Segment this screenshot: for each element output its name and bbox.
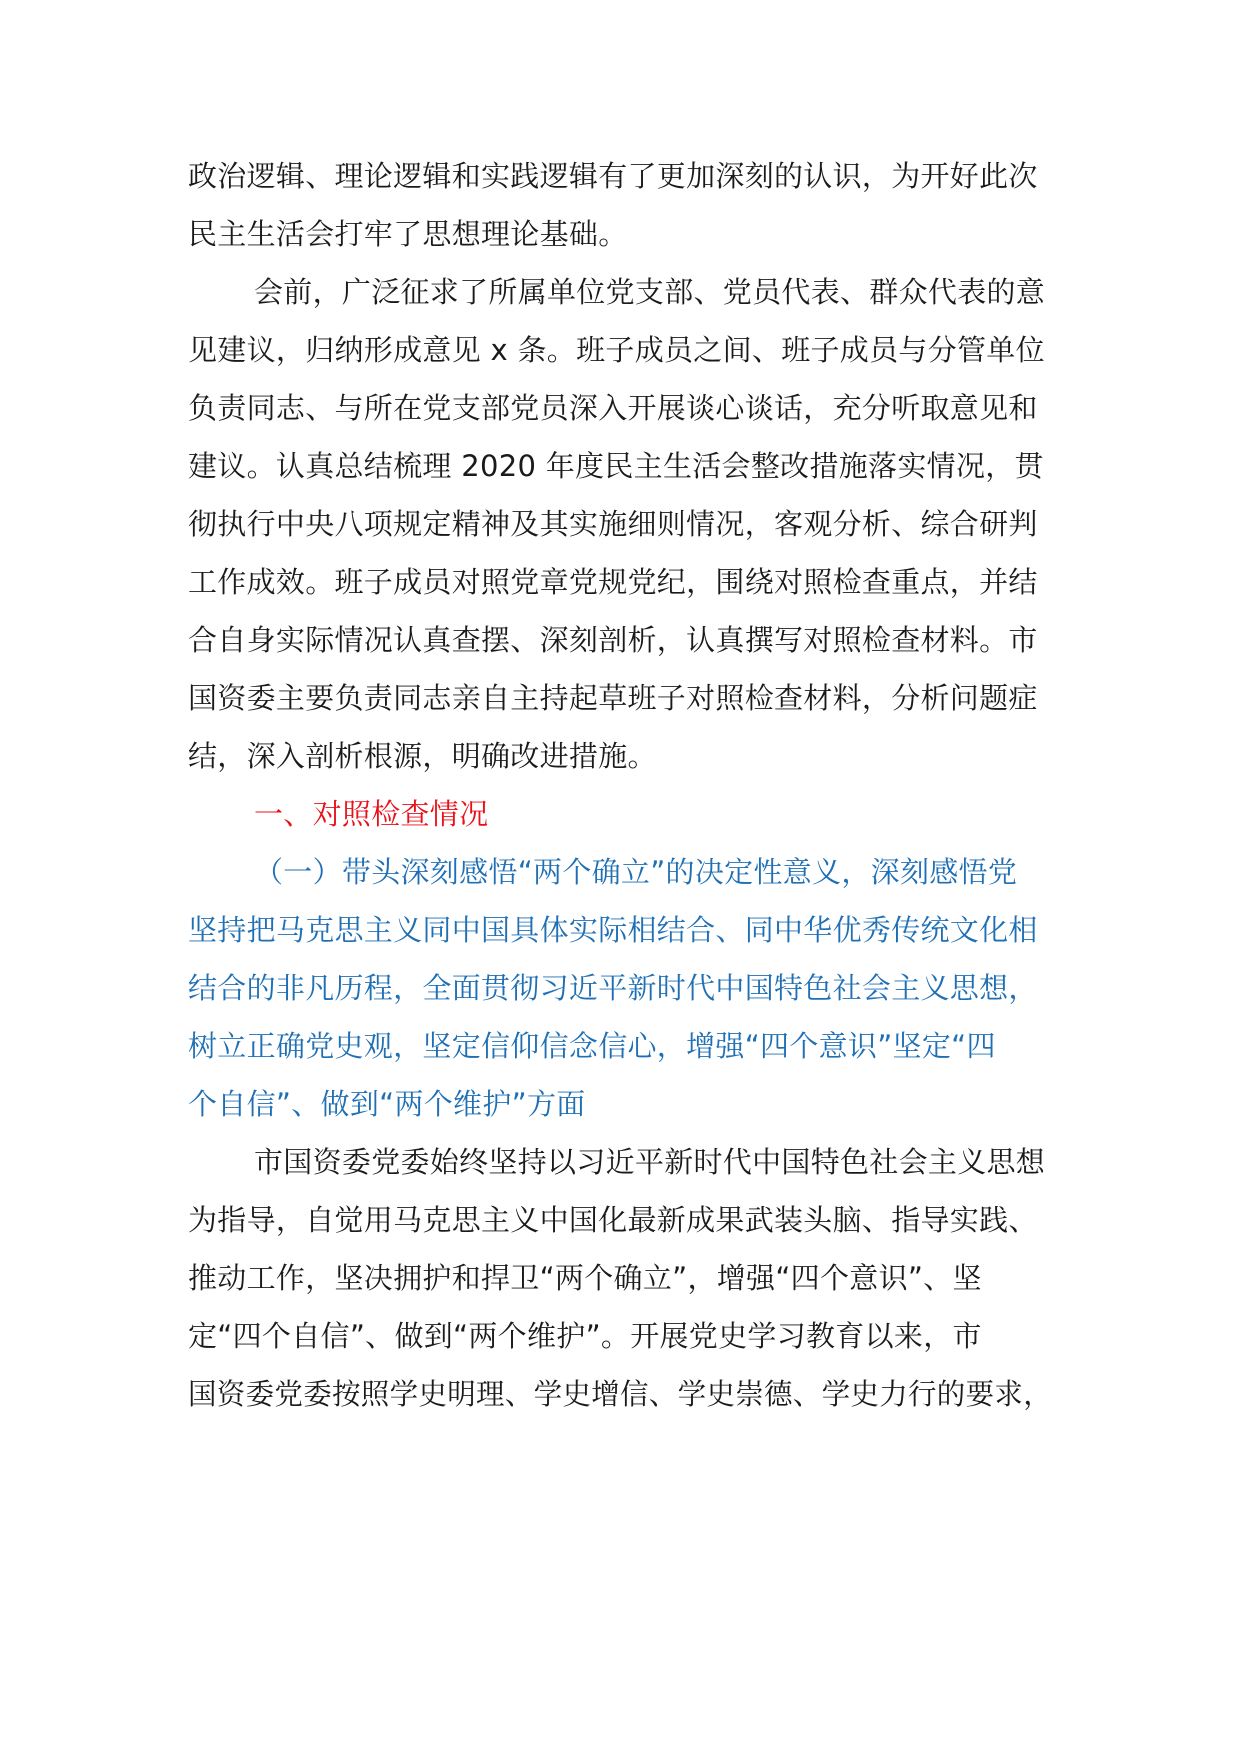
paragraph-line: 市国资委党委始终坚持以习近平新时代中国特色社会主义思想 <box>254 1145 1046 1179</box>
paragraph-line: 见建议，归纳形成意见 x 条。班子成员之间、班子成员与分管单位 <box>188 333 1045 367</box>
paragraph-line: 定“四个自信”、做到“两个维护”。开展党史学习教育以来，市 <box>188 1319 982 1353</box>
paragraph-line: 为指导，自觉用马克思主义中国化最新成果武装头脑、指导实践、 <box>188 1203 1038 1237</box>
paragraph-line: 会前，广泛征求了所属单位党支部、党员代表、群众代表的意 <box>254 275 1046 309</box>
paragraph-line: 建议。认真总结梳理 2020 年度民主生活会整改措施落实情况，贯 <box>188 449 1044 483</box>
paragraph-line: 推动工作，坚决拥护和捍卫“两个确立”，增强“四个意识”、坚 <box>188 1261 982 1295</box>
subsection-heading-line: （一）带头深刻感悟“两个确立”的决定性意义，深刻感悟党 <box>254 855 1018 889</box>
paragraph-line: 彻执行中央八项规定精神及其实施细则情况，客观分析、综合研判 <box>188 507 1038 541</box>
subsection-heading-line: 树立正确党史观，坚定信仰信念信心，增强“四个意识”坚定“四 <box>188 1029 996 1063</box>
subsection-heading-line: 坚持把马克思主义同中国具体实际相结合、同中华优秀传统文化相 <box>188 913 1038 947</box>
paragraph-line: 结，深入剖析根源，明确改进措施。 <box>188 739 657 773</box>
subsection-heading-line: 结合的非凡历程，全面贯彻习近平新时代中国特色社会主义思想， <box>188 971 1038 1005</box>
paragraph-line: 国资委主要负责同志亲自主持起草班子对照检查材料，分析问题症 <box>188 681 1038 715</box>
paragraph-line: 合自身实际情况认真查摆、深刻剖析，认真撰写对照检查材料。市 <box>188 623 1038 657</box>
paragraph-line: 负责同志、与所在党支部党员深入开展谈心谈话，充分听取意见和 <box>188 391 1038 425</box>
paragraph-line: 国资委党委按照学史明理、学史增信、学史崇德、学史力行的要求， <box>188 1377 1053 1411</box>
subsection-heading-line: 个自信”、做到“两个维护”方面 <box>188 1087 586 1121</box>
section-heading: 一、对照检查情况 <box>254 797 489 831</box>
paragraph-line: 政治逻辑、理论逻辑和实践逻辑有了更加深刻的认识，为开好此次 <box>188 159 1038 193</box>
paragraph-line: 民主生活会打牢了思想理论基础。 <box>188 217 628 251</box>
paragraph-line: 工作成效。班子成员对照党章党规党纪，围绕对照检查重点，并结 <box>188 565 1038 599</box>
